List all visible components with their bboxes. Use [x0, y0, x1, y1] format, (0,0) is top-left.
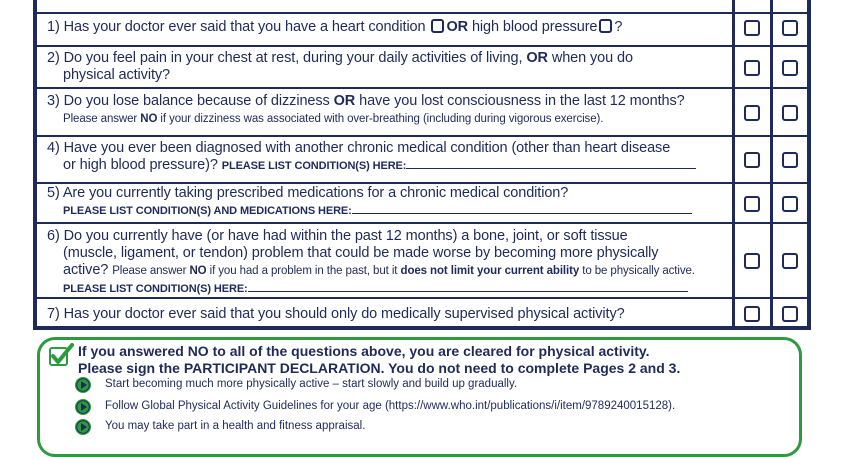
question-3: [47, 93, 737, 128]
no-checkbox[interactable]: [782, 253, 798, 269]
question-number: 6): [47, 228, 60, 244]
no-checkbox[interactable]: [782, 152, 798, 168]
question-1: [47, 19, 737, 36]
question-text: when you do: [551, 50, 633, 66]
note-no: NO: [140, 113, 158, 125]
question-4: [47, 140, 737, 175]
note-text: Please answer: [63, 113, 138, 125]
question-7: [47, 306, 737, 323]
question-text-line2: or high blood pressure)?: [63, 157, 218, 173]
questionnaire-table: [33, 0, 811, 330]
question-text-line2: physical activity?: [63, 67, 170, 83]
bullet-text: Start becoming much more physically active – start slowly and build up gradually.: [105, 378, 518, 390]
no-checkbox[interactable]: [782, 306, 798, 322]
question-text-line3: active?: [63, 262, 109, 278]
note-text: to be physically active.: [582, 265, 695, 277]
yes-checkbox[interactable]: [744, 196, 760, 212]
conditions-line[interactable]: [248, 280, 688, 292]
play-bullet-icon: [74, 398, 92, 416]
yes-checkbox[interactable]: [744, 60, 760, 76]
note-text: if you had a problem in the past, but it: [209, 265, 398, 277]
question-text: Do you lose balance because of dizziness: [63, 93, 330, 109]
panel-line-1: If you answered NO to all of the questions above, you are cleared for physical activity.: [78, 343, 650, 359]
question-text: Are you currently taking prescribed medications for a chronic medical condition?: [62, 185, 569, 201]
bullet-text: You may take part in a health and fitness appraisal.: [105, 420, 366, 432]
question-number: 5): [47, 185, 60, 201]
no-checkbox[interactable]: [782, 105, 798, 121]
medications-line[interactable]: [352, 202, 692, 214]
or-label: OR: [446, 19, 468, 35]
question-number: 3): [47, 93, 60, 109]
question-mark: ?: [614, 19, 623, 35]
row-border: [37, 87, 807, 89]
row-border: [37, 12, 807, 14]
question-text: Has your doctor ever said that you have a heart condition: [63, 19, 426, 35]
panel-line-2: Please sign the PARTICIPANT DECLARATION. You do not need to complete Pages 2 and 3.: [78, 360, 681, 376]
note-text: Please answer: [112, 265, 187, 277]
question-text: Do you currently have (or have had within the past 12 months) a bone, joint, or soft tissue: [63, 228, 628, 244]
question-text: Have you ever been diagnosed with another chronic medical condition (other than heart disease: [63, 140, 671, 156]
row-border: [37, 222, 807, 224]
question-number: 4): [47, 140, 60, 156]
bullet-text: Follow Global Physical Activity Guidelines for your age (https://www.who.int/publications/i/item/9789240015128).: [105, 400, 676, 412]
question-text-line2: (muscle, ligament, or tendon) problem that could be made worse by becoming more physically: [63, 245, 659, 261]
row-border: [37, 135, 807, 137]
question-text: have you lost consciousness in the last 12 months?: [359, 93, 685, 109]
question-number: 7): [47, 306, 60, 322]
note-text: if your dizziness was associated with over-breathing (including during vigorous exercise).: [160, 113, 604, 125]
list-label: PLEASE LIST CONDITION(S) AND MEDICATIONS HERE:: [63, 205, 352, 217]
yes-checkbox[interactable]: [744, 20, 760, 36]
question-6: [47, 228, 737, 298]
question-number: 1): [47, 19, 60, 35]
column-divider: [770, 0, 773, 326]
question-text: high blood pressure: [471, 19, 598, 35]
yes-checkbox[interactable]: [744, 253, 760, 269]
no-checkbox[interactable]: [782, 60, 798, 76]
list-label: PLEASE LIST CONDITION(S) HERE:: [63, 283, 248, 295]
yes-checkbox[interactable]: [744, 105, 760, 121]
question-number: 2): [47, 50, 60, 66]
question-text: Do you feel pain in your chest at rest, during your daily activities of living,: [63, 50, 523, 66]
note-no: NO: [189, 265, 207, 277]
question-text: Has your doctor ever said that you should only do medically supervised physical activity?: [63, 306, 625, 322]
no-checkbox[interactable]: [782, 196, 798, 212]
conditions-line[interactable]: [406, 157, 696, 169]
yes-checkbox[interactable]: [744, 152, 760, 168]
or-label: OR: [526, 50, 548, 66]
question-2: [47, 50, 737, 84]
play-bullet-icon: [74, 418, 92, 436]
list-label: PLEASE LIST CONDITION(S) HERE:: [221, 160, 407, 172]
play-bullet-icon: [74, 376, 92, 394]
heart-condition-checkbox[interactable]: [431, 19, 444, 33]
blood-pressure-checkbox[interactable]: [599, 19, 612, 33]
green-check-icon: [48, 343, 74, 369]
row-border: [37, 45, 807, 47]
question-5: [47, 185, 737, 220]
yes-checkbox[interactable]: [744, 306, 760, 322]
no-checkbox[interactable]: [782, 20, 798, 36]
row-border: [37, 182, 807, 184]
or-label: OR: [333, 93, 356, 109]
note-bold: does not limit your current ability: [400, 265, 580, 277]
